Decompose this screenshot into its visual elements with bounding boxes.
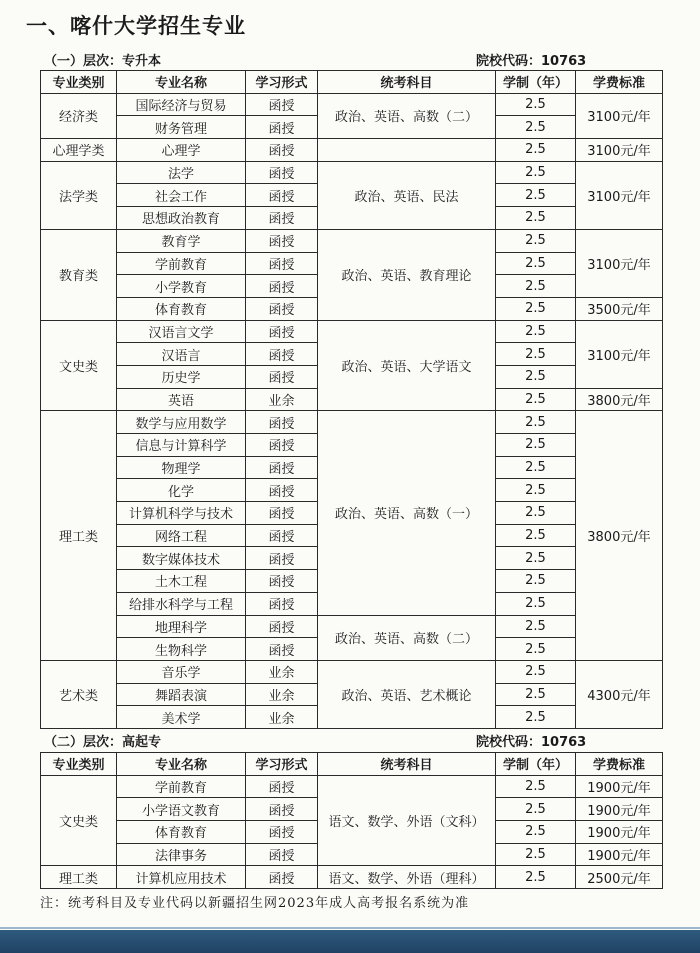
study-mode-cell: 函授	[246, 184, 318, 207]
major-cell: 社会工作	[117, 184, 246, 207]
exam-subjects-cell: 政治、英语、教育理论	[318, 229, 496, 320]
page-title: 一、喀什大学招生专业	[26, 14, 246, 38]
duration-cell: 2.5	[496, 275, 576, 298]
table-row	[41, 775, 663, 798]
table-row	[41, 411, 663, 434]
duration-cell: 2.5	[496, 161, 576, 184]
category-cell: 理工类	[41, 411, 117, 661]
category-cell: 理工类	[41, 866, 117, 889]
duration-cell: 2.5	[496, 365, 576, 388]
study-mode-cell: 函授	[246, 207, 318, 230]
duration-cell: 2.5	[496, 116, 576, 139]
major-cell: 汉语言	[117, 343, 246, 366]
exam-subjects-cell: 政治、英语、大学语文	[318, 320, 496, 411]
duration-cell: 2.5	[496, 638, 576, 661]
study-mode-cell: 函授	[246, 570, 318, 593]
major-cell: 财务管理	[117, 116, 246, 139]
table-row	[41, 139, 663, 162]
exam-subjects-cell: 政治、英语、高数（一）	[318, 411, 496, 615]
major-cell: 舞蹈表演	[117, 683, 246, 706]
study-mode-cell: 业余	[246, 683, 318, 706]
tuition-cell: 4300元/年	[576, 660, 663, 728]
section2-level: （二）层次：高起专	[44, 735, 162, 750]
tuition-cell: 2500元/年	[576, 866, 663, 889]
study-mode-cell: 函授	[246, 320, 318, 343]
tuition-cell: 3100元/年	[576, 139, 663, 162]
header-cell: 专业类别	[41, 753, 117, 776]
category-cell: 文史类	[41, 775, 117, 866]
major-cell: 音乐学	[117, 660, 246, 683]
major-cell: 法律事务	[117, 843, 246, 866]
category-cell: 心理学类	[41, 139, 117, 162]
exam-subjects-cell: 语文、数学、外语（理科）	[318, 866, 496, 889]
section2-school-code: 院校代码：10763	[476, 735, 587, 750]
duration-cell: 2.5	[496, 615, 576, 638]
study-mode-cell: 函授	[246, 843, 318, 866]
header-cell: 专业名称	[117, 753, 246, 776]
study-mode-cell: 函授	[246, 592, 318, 615]
duration-cell: 2.5	[496, 866, 576, 889]
duration-cell: 2.5	[496, 320, 576, 343]
header-cell: 学制（年）	[496, 71, 576, 94]
header-cell: 统考科目	[318, 71, 496, 94]
duration-cell: 2.5	[496, 683, 576, 706]
exam-subjects-cell: 政治、英语、高数（二）	[318, 93, 496, 138]
major-cell: 网络工程	[117, 524, 246, 547]
major-cell: 小学教育	[117, 275, 246, 298]
study-mode-cell: 函授	[246, 502, 318, 525]
duration-cell: 2.5	[496, 660, 576, 683]
study-mode-cell: 函授	[246, 252, 318, 275]
study-mode-cell: 业余	[246, 660, 318, 683]
bottom-decorative-band	[0, 930, 700, 953]
table-row	[41, 866, 663, 889]
major-cell: 数字媒体技术	[117, 547, 246, 570]
tuition-cell: 3100元/年	[576, 320, 663, 388]
study-mode-cell: 函授	[246, 411, 318, 434]
major-cell: 法学	[117, 161, 246, 184]
major-cell: 英语	[117, 388, 246, 411]
section1-level: （一）层次：专升本	[44, 54, 162, 69]
category-cell: 法学类	[41, 161, 117, 229]
table-header-row	[41, 753, 663, 776]
study-mode-cell: 函授	[246, 116, 318, 139]
major-cell: 学前教育	[117, 252, 246, 275]
category-cell: 经济类	[41, 93, 117, 138]
major-cell: 体育教育	[117, 821, 246, 844]
header-cell: 专业名称	[117, 71, 246, 94]
table-row	[41, 320, 663, 343]
duration-cell: 2.5	[496, 207, 576, 230]
study-mode-cell: 函授	[246, 479, 318, 502]
study-mode-cell: 函授	[246, 139, 318, 162]
major-cell: 汉语言文学	[117, 320, 246, 343]
study-mode-cell: 函授	[246, 229, 318, 252]
tuition-cell: 3800元/年	[576, 388, 663, 411]
study-mode-cell: 函授	[246, 524, 318, 547]
study-mode-cell: 业余	[246, 706, 318, 729]
duration-cell: 2.5	[496, 592, 576, 615]
duration-cell: 2.5	[496, 388, 576, 411]
header-cell: 学习形式	[246, 71, 318, 94]
major-cell: 信息与计算科学	[117, 434, 246, 457]
major-cell: 美术学	[117, 706, 246, 729]
category-cell: 教育类	[41, 229, 117, 320]
major-cell: 化学	[117, 479, 246, 502]
footnote: 注：统考科目及专业代码以新疆招生网2023年成人高考报名系统为准	[40, 896, 470, 911]
major-cell: 教育学	[117, 229, 246, 252]
major-cell: 心理学	[117, 139, 246, 162]
major-cell: 体育教育	[117, 297, 246, 320]
category-cell: 艺术类	[41, 660, 117, 728]
duration-cell: 2.5	[496, 775, 576, 798]
major-cell: 地理科学	[117, 615, 246, 638]
duration-cell: 2.5	[496, 343, 576, 366]
major-cell: 计算机科学与技术	[117, 502, 246, 525]
exam-subjects-cell: 政治、英语、高数（二）	[318, 615, 496, 660]
study-mode-cell: 函授	[246, 798, 318, 821]
major-cell: 思想政治教育	[117, 207, 246, 230]
duration-cell: 2.5	[496, 479, 576, 502]
header-cell: 专业类别	[41, 71, 117, 94]
major-cell: 数学与应用数学	[117, 411, 246, 434]
table-row	[41, 615, 663, 638]
tuition-cell: 3100元/年	[576, 229, 663, 297]
header-cell: 学制（年）	[496, 753, 576, 776]
study-mode-cell: 函授	[246, 775, 318, 798]
duration-cell: 2.5	[496, 297, 576, 320]
major-cell: 物理学	[117, 456, 246, 479]
table-row	[41, 229, 663, 252]
study-mode-cell: 函授	[246, 615, 318, 638]
tuition-cell: 1900元/年	[576, 775, 663, 798]
major-cell: 国际经济与贸易	[117, 93, 246, 116]
exam-subjects-cell: 政治、英语、艺术概论	[318, 660, 496, 728]
exam-subjects-cell	[318, 139, 496, 162]
major-cell: 计算机应用技术	[117, 866, 246, 889]
study-mode-cell: 函授	[246, 297, 318, 320]
major-cell: 生物科学	[117, 638, 246, 661]
duration-cell: 2.5	[496, 252, 576, 275]
header-cell: 学费标准	[576, 71, 663, 94]
major-cell: 土木工程	[117, 570, 246, 593]
major-cell: 历史学	[117, 365, 246, 388]
duration-cell: 2.5	[496, 456, 576, 479]
tuition-cell: 1900元/年	[576, 843, 663, 866]
study-mode-cell: 函授	[246, 365, 318, 388]
study-mode-cell: 函授	[246, 638, 318, 661]
table-row	[41, 660, 663, 683]
duration-cell: 2.5	[496, 570, 576, 593]
study-mode-cell: 函授	[246, 821, 318, 844]
study-mode-cell: 函授	[246, 343, 318, 366]
tuition-cell: 3100元/年	[576, 93, 663, 138]
duration-cell: 2.5	[496, 524, 576, 547]
study-mode-cell: 函授	[246, 866, 318, 889]
tuition-cell: 3100元/年	[576, 161, 663, 229]
table-row	[41, 93, 663, 116]
study-mode-cell: 业余	[246, 388, 318, 411]
study-mode-cell: 函授	[246, 275, 318, 298]
major-cell: 给排水科学与工程	[117, 592, 246, 615]
duration-cell: 2.5	[496, 798, 576, 821]
duration-cell: 2.5	[496, 843, 576, 866]
major-cell: 学前教育	[117, 775, 246, 798]
study-mode-cell: 函授	[246, 547, 318, 570]
major-cell: 小学语文教育	[117, 798, 246, 821]
duration-cell: 2.5	[496, 821, 576, 844]
category-cell: 文史类	[41, 320, 117, 411]
exam-subjects-cell: 政治、英语、民法	[318, 161, 496, 229]
duration-cell: 2.5	[496, 434, 576, 457]
duration-cell: 2.5	[496, 547, 576, 570]
tuition-cell: 1900元/年	[576, 821, 663, 844]
header-cell: 学习形式	[246, 753, 318, 776]
study-mode-cell: 函授	[246, 456, 318, 479]
duration-cell: 2.5	[496, 411, 576, 434]
section1-table	[40, 70, 663, 729]
duration-cell: 2.5	[496, 184, 576, 207]
section2-table	[40, 752, 663, 889]
section1-school-code: 院校代码：10763	[476, 54, 587, 69]
exam-subjects-cell: 语文、数学、外语（文科）	[318, 775, 496, 866]
study-mode-cell: 函授	[246, 161, 318, 184]
duration-cell: 2.5	[496, 229, 576, 252]
duration-cell: 2.5	[496, 502, 576, 525]
header-cell: 学费标准	[576, 753, 663, 776]
duration-cell: 2.5	[496, 93, 576, 116]
study-mode-cell: 函授	[246, 434, 318, 457]
duration-cell: 2.5	[496, 706, 576, 729]
tuition-cell: 3500元/年	[576, 297, 663, 320]
duration-cell: 2.5	[496, 139, 576, 162]
table-row	[41, 161, 663, 184]
header-cell: 统考科目	[318, 753, 496, 776]
study-mode-cell: 函授	[246, 93, 318, 116]
table-header-row	[41, 71, 663, 94]
tuition-cell: 1900元/年	[576, 798, 663, 821]
tuition-cell: 3800元/年	[576, 411, 663, 661]
